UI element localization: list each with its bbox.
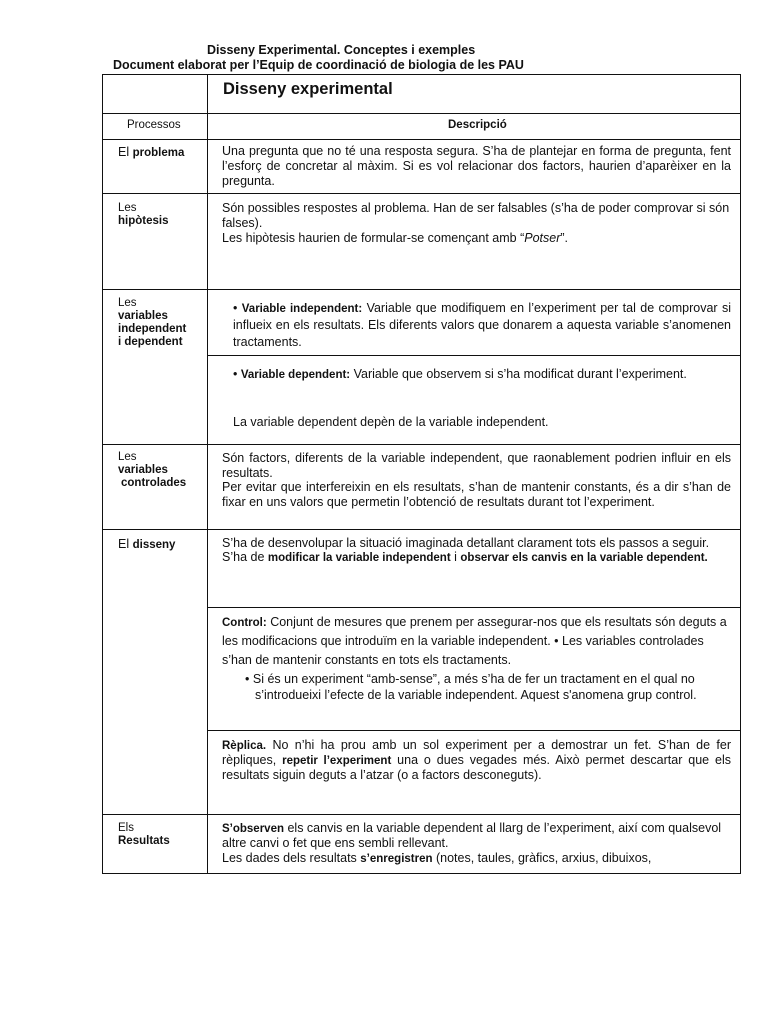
problem-description: Una pregunta que no té una resposta segura. S’ha de plantejar en forma de pregunta, fent l’esforç de concretar al màxim. Si es vol relacionar dos factors, haurien d’aparèixer en la pregunta. [222, 144, 731, 188]
row-divider [103, 814, 740, 815]
experimental-design-table [102, 74, 741, 874]
row-label-variables: Les variables independent i dependent [118, 297, 187, 348]
controlled-variables-description: Són factors, diferents de la variable independent, que raonablement podrien influir en els resultats. Per evitar que interfereixin en els resultats, s’han de mantenir constants, és a dir s’han de fixar en uns valors que permetin l’obtenció de resultats durant tot l’experiment. [222, 451, 731, 509]
results-description: S’observen els canvis en la variable dependent al llarg de l’experiment, així com qualsevol altre canvi o fet que ens sembli rellevant. Les dades dels resultats s’enregistren (notes, taules, gràfics, arxius, dibuixos, [222, 821, 722, 865]
row-divider [103, 139, 740, 140]
row-divider [103, 529, 740, 530]
document-subtitle: Document elaborat per l’Equip de coordinació de biologia de les PAU [113, 58, 524, 72]
row-label-problem: El problema [118, 145, 185, 159]
row-divider [207, 355, 740, 356]
row-divider [207, 730, 740, 731]
column-divider [207, 75, 208, 873]
column-header-processes: Processos [127, 119, 181, 131]
dependent-variable-description: • Variable dependent: Variable que observem si s’ha modificat durant l’experiment. [233, 367, 687, 381]
row-divider [207, 607, 740, 608]
document-title: Disseny Experimental. Conceptes i exemples [207, 43, 476, 57]
dependent-variable-note: La variable dependent depèn de la variable independent. [233, 415, 549, 429]
table-title: Disseny experimental [223, 80, 393, 98]
row-label-design: El disseny [118, 537, 176, 551]
row-divider [103, 193, 740, 194]
row-label-hypothesis: Les hipòtesis [118, 202, 169, 227]
row-divider [103, 289, 740, 290]
row-label-controlled-variables: Les variables controlades [118, 451, 187, 489]
hypothesis-description: Són possibles respostes al problema. Han de ser falsables (s’ha de poder comprovar si són falses). Les hipòtesis haurien de formular-se començant amb “Potser”. [222, 201, 730, 245]
independent-variable-description: • Variable independent: Variable que modifiquem en l’experiment per tal de comprovar si influeix en els resultats. Els diferents valors que donarem a aquesta variable s’anomenen tractaments. [233, 301, 731, 349]
design-description: S’ha de desenvolupar la situació imaginada detallant clarament tots els passos a seguir. S’ha de modificar la variable independent i observar els canvis en la variable dependent. [222, 536, 710, 564]
row-divider [103, 113, 740, 114]
control-group-bullet: • Si és un experiment “amb-sense”, a més s’ha de fer un tractament en el qual no s’introdueixi l’efecte de la variable independent. Aquest s'anomena grup control. [245, 672, 697, 702]
control-description: Control: Conjunt de mesures que prenem per assegurar-nos que els resultats són deguts a les modificacions que introduïm en la variable independent. • Les variables controlades s’han de mantenir constants en tots els tractaments. [222, 615, 727, 667]
column-header-description: Descripció [448, 119, 507, 131]
row-label-results: Els Resultats [118, 822, 170, 847]
row-divider [103, 444, 740, 445]
replica-description: Rèplica. No n’hi ha prou amb un sol experiment per a demostrar un fet. S’han de fer rèpliques, repetir l’experiment una o dues vegades més. Això permet descartar que els resultats siguin deguts a l’atzar (o a factors desconeguts). [222, 738, 731, 782]
